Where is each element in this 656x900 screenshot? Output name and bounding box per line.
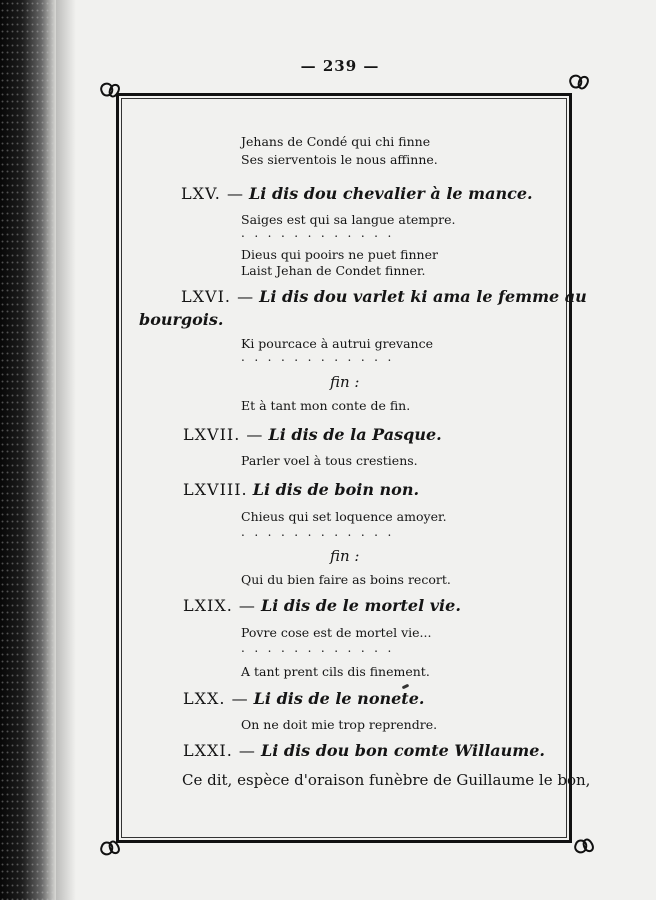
section-title: Li dis de boin non. bbox=[252, 480, 420, 499]
verse-line: Ses sierventois le nous affinne. bbox=[241, 152, 438, 167]
corner-ornament-top-left-icon bbox=[98, 78, 122, 102]
page-number: — 239 — bbox=[300, 57, 380, 75]
ellipsis-dots: ............ bbox=[241, 641, 401, 655]
section-heading-lxix bbox=[183, 596, 461, 615]
verse-line: Saiges est qui sa langue atempre. bbox=[241, 212, 456, 227]
section-title: Li dis de la Pasque. bbox=[268, 425, 442, 444]
section-number: LXXI. — bbox=[183, 741, 256, 760]
section-heading-lxxi bbox=[183, 741, 545, 760]
section-heading-lxviii bbox=[183, 480, 419, 499]
section-number: LXIX. — bbox=[183, 596, 256, 615]
corner-ornament-bottom-left-icon bbox=[98, 836, 122, 860]
page-edge-shadow bbox=[56, 0, 76, 900]
ellipsis-dots: ............ bbox=[241, 350, 401, 364]
verse-line: Parler voel à tous crestiens. bbox=[241, 453, 418, 468]
corner-ornament-top-right-icon bbox=[567, 70, 591, 94]
ellipsis-dots: ............ bbox=[241, 226, 401, 240]
section-title: Li dis de le mortel vie. bbox=[261, 596, 461, 615]
section-title: Li dis dou chevalier à le mance. bbox=[249, 184, 533, 203]
verse-line: Et à tant mon conte de fin. bbox=[241, 398, 411, 413]
section-number: LXV. — bbox=[181, 184, 244, 203]
ellipsis-dots: ............ bbox=[241, 525, 401, 539]
verse-line: Povre cose est de mortel vie... bbox=[241, 625, 432, 640]
section-title: Li dis dou bon comte Willaume. bbox=[261, 741, 545, 760]
verse-line: Qui du bien faire as boins recort. bbox=[241, 572, 451, 587]
section-number: LXVII. — bbox=[183, 425, 264, 444]
section-number: LXVIII. bbox=[183, 480, 248, 499]
section-title-continued: bourgois. bbox=[139, 310, 224, 329]
verse-line: Ki pourcace à autrui grevance bbox=[241, 336, 433, 351]
verse-line: On ne doit mie trop reprendre. bbox=[241, 717, 438, 732]
section-title: Li dis de le nonete. bbox=[253, 689, 425, 708]
fin-marker: fin : bbox=[330, 547, 360, 565]
section-number: LXX. — bbox=[183, 689, 249, 708]
section-heading-lxvi bbox=[181, 287, 587, 306]
section-heading-lxx bbox=[183, 689, 424, 708]
section-heading-lxvii bbox=[183, 425, 442, 444]
spine-texture bbox=[0, 0, 56, 900]
corner-ornament-bottom-right-icon bbox=[572, 834, 596, 858]
verse-line: Dieus qui pooirs ne puet finner bbox=[241, 247, 438, 262]
prose-line: Ce dit, espèce d'oraison funèbre de Guillaume le bon, bbox=[182, 771, 591, 789]
verse-line: Jehans de Condé qui chi finne bbox=[241, 134, 431, 149]
section-number: LXVI. — bbox=[181, 287, 255, 306]
section-title: Li dis dou varlet ki ama le femme au bbox=[259, 287, 587, 306]
fin-marker: fin : bbox=[330, 373, 360, 391]
verse-line: Chieus qui set loquence amoyer. bbox=[241, 509, 447, 524]
verse-line: A tant prent cils dis finement. bbox=[241, 664, 430, 679]
section-heading-lxv bbox=[181, 184, 533, 203]
verse-line: Laist Jehan de Condet finner. bbox=[241, 263, 426, 278]
